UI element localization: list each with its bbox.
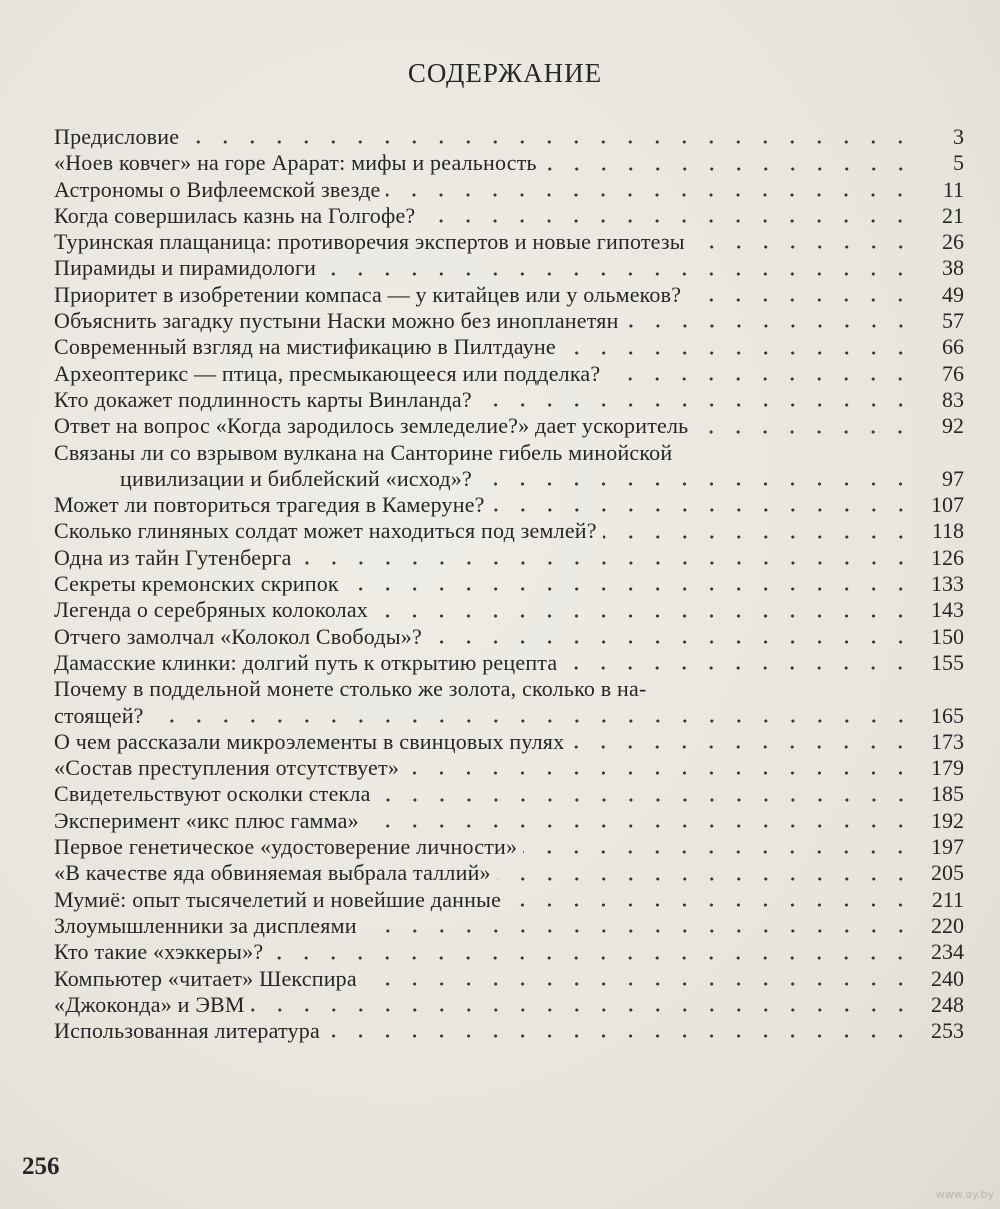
leader-dots xyxy=(150,719,914,723)
toc-entry xyxy=(54,1018,964,1044)
leader-dots xyxy=(691,245,914,249)
toc-entry-title: Мумиё: опыт тысячелетий и новейшие данные xyxy=(54,886,502,912)
toc-entry-page: 26 xyxy=(942,229,964,255)
toc-entry xyxy=(54,124,964,150)
leader-dots xyxy=(345,587,914,591)
toc-entry-page: 126 xyxy=(931,544,964,570)
table-of-contents xyxy=(54,124,964,1044)
leader-dots xyxy=(298,561,914,565)
toc-entry-page: 107 xyxy=(931,492,964,518)
toc-entry-page: 21 xyxy=(942,202,964,228)
leader-dots xyxy=(478,482,914,486)
toc-entry xyxy=(54,255,964,281)
toc-entry-page: 5 xyxy=(953,150,964,176)
toc-entry-page: 240 xyxy=(931,965,964,991)
toc-entry xyxy=(54,282,964,308)
leader-dots xyxy=(365,824,914,828)
leader-dots xyxy=(478,403,914,407)
toc-entry xyxy=(54,676,964,729)
toc-entry xyxy=(54,597,964,623)
toc-entry-title: Почему в поддельной монете столько же золота, сколько в на- xyxy=(54,676,647,702)
toc-entry xyxy=(54,229,964,255)
toc-entry-page: 150 xyxy=(931,623,964,649)
toc-entry-page: 220 xyxy=(931,912,964,938)
toc-entry-page: 234 xyxy=(931,939,964,965)
toc-entry-title: Археоптерикс — птица, пресмыкающееся или подделка? xyxy=(54,360,601,386)
toc-entry-page: 248 xyxy=(931,991,964,1017)
leader-dots xyxy=(374,614,914,618)
toc-entry-title: Связаны ли со взрывом вулкана на Санторине гибель минойской xyxy=(54,439,673,465)
leader-dots xyxy=(363,982,914,986)
toc-entry-title: Свидетельствуют осколки стекла xyxy=(54,781,371,807)
toc-entry-title: Сколько глиняных солдат может находиться под землей? xyxy=(54,518,597,544)
toc-entry-page: 97 xyxy=(942,465,964,491)
toc-entry xyxy=(54,887,964,913)
toc-entry-title: Дамасские клинки: долгий путь к открытию рецепта xyxy=(54,649,558,675)
leader-dots xyxy=(269,956,914,960)
toc-entry-page: 49 xyxy=(942,281,964,307)
leader-dots xyxy=(363,929,914,933)
toc-entry-title: Пирамиды и пирамидологи xyxy=(54,255,317,281)
toc-entry-title: Когда совершилась казнь на Голгофе? xyxy=(54,202,416,228)
toc-entry xyxy=(54,203,964,229)
toc-entry xyxy=(54,413,964,439)
leader-dots xyxy=(507,903,914,907)
toc-entry-page: 143 xyxy=(931,597,964,623)
toc-entry xyxy=(54,545,964,571)
leader-dots xyxy=(405,771,914,775)
toc-entry-title: Приоритет в изобретении компаса — у китайцев или у ольмеков? xyxy=(54,281,682,307)
toc-entry xyxy=(54,755,964,781)
toc-entry-page: 92 xyxy=(942,413,964,439)
page-title: СОДЕРЖАНИЕ xyxy=(407,58,603,88)
leader-dots xyxy=(625,324,914,328)
toc-entry-title: Может ли повториться трагедия в Камеруне? xyxy=(54,492,485,518)
toc-entry-page: 211 xyxy=(931,886,964,912)
toc-entry-title: Эксперимент «икс плюс гамма» xyxy=(54,807,359,833)
toc-entry-title: Легенда о серебряных колоколах xyxy=(54,597,368,623)
toc-entry-title: Отчего замолчал «Колокол Свободы»? xyxy=(54,623,422,649)
toc-entry-title: Туринская плащаница: противоречия экспертов и новые гипотезы xyxy=(54,229,685,255)
toc-entry-page: 197 xyxy=(931,834,964,860)
toc-entry xyxy=(54,966,964,992)
toc-entry xyxy=(54,860,964,886)
toc-entry-title: «В качестве яда обвиняемая выбрала таллий» xyxy=(54,860,491,886)
toc-entry-title: Современный взгляд на мистификацию в Пилтдауне xyxy=(54,334,556,360)
toc-entry-page: 205 xyxy=(931,860,964,886)
leader-dots xyxy=(386,193,914,197)
toc-entry xyxy=(54,834,964,860)
toc-entry-title: Предисловие xyxy=(54,124,180,149)
toc-entry-title: Использованная литература xyxy=(54,1018,320,1044)
toc-entry xyxy=(54,808,964,834)
toc-entry xyxy=(54,624,964,650)
leader-dots xyxy=(562,351,914,355)
toc-entry-page: 165 xyxy=(931,702,964,728)
toc-entry xyxy=(54,729,964,755)
toc-entry-page: 66 xyxy=(942,334,964,360)
toc-entry xyxy=(54,992,964,1018)
toc-entry xyxy=(54,939,964,965)
toc-entry xyxy=(54,781,964,807)
toc-entry xyxy=(54,518,964,544)
toc-entry-page: 173 xyxy=(931,728,964,754)
toc-entry-title: Злоумышленники за дисплеями xyxy=(54,912,357,938)
toc-entry-page: 185 xyxy=(931,781,964,807)
leader-dots xyxy=(603,535,914,539)
leader-dots xyxy=(497,877,914,881)
toc-entry-page: 253 xyxy=(931,1018,964,1044)
toc-entry-title: О чем рассказали микроэлементы в свинцовых пулях xyxy=(54,728,565,754)
leader-dots xyxy=(377,798,914,802)
toc-entry-page: 76 xyxy=(942,360,964,386)
toc-entry-title: Астрономы о Вифлеемской звезде xyxy=(54,176,381,202)
toc-entry-page: 133 xyxy=(931,571,964,597)
toc-entry xyxy=(54,650,964,676)
toc-entry-title-continued: стоящей? xyxy=(54,702,144,728)
toc-entry xyxy=(54,387,964,413)
leader-dots xyxy=(570,745,914,749)
toc-entry xyxy=(54,308,964,334)
toc-entry-page: 11 xyxy=(942,176,964,202)
toc-entry-title: «Состав преступления отсутствует» xyxy=(54,755,400,781)
toc-entry-title: Объяснить загадку пустыни Наски можно без инопланетян xyxy=(54,308,619,334)
leader-dots xyxy=(523,850,914,854)
toc-entry-page: 118 xyxy=(931,518,964,544)
toc-entry-page: 83 xyxy=(942,386,964,412)
leader-dots xyxy=(421,219,914,223)
toc-entry-title: Первое генетическое «удостоверение личности» xyxy=(54,834,518,860)
toc-entry xyxy=(54,440,964,493)
toc-entry-title: «Ноев ковчег» на горе Арарат: мифы и реальность xyxy=(54,150,537,176)
toc-entry xyxy=(54,334,964,360)
toc-entry-page: 179 xyxy=(931,755,964,781)
leader-dots xyxy=(491,508,914,512)
toc-entry-page: 38 xyxy=(942,255,964,281)
toc-entry-page: 3 xyxy=(953,124,964,149)
toc-entry-page: 192 xyxy=(931,807,964,833)
toc-entry xyxy=(54,361,964,387)
leader-dots xyxy=(687,298,914,302)
leader-dots xyxy=(694,430,914,434)
toc-entry xyxy=(54,177,964,203)
toc-entry-page: 57 xyxy=(942,308,964,334)
toc-entry-title: Кто докажет подлинность карты Винланда? xyxy=(54,386,472,412)
toc-entry-title: Одна из тайн Гутенберга xyxy=(54,544,292,570)
leader-dots xyxy=(543,167,914,171)
toc-entry xyxy=(54,571,964,597)
toc-entry-title: Ответ на вопрос «Когда зародилось земледелие?» дает ускоритель xyxy=(54,413,689,439)
toc-entry-title-continued: цивилизации и библейский «исход»? xyxy=(120,465,472,491)
toc-entry-title: Компьютер «читает» Шекспира xyxy=(54,965,357,991)
toc-entry xyxy=(54,150,964,176)
leader-dots xyxy=(251,1008,914,1012)
leader-dots xyxy=(326,1034,914,1038)
leader-dots xyxy=(185,140,914,144)
watermark: www.ay.by xyxy=(935,1188,994,1201)
leader-dots xyxy=(322,272,914,276)
toc-entry xyxy=(54,913,964,939)
leader-dots xyxy=(563,666,914,670)
leader-dots xyxy=(606,377,914,381)
toc-entry xyxy=(54,492,964,518)
toc-entry-page: 155 xyxy=(931,649,964,675)
toc-entry-title: Секреты кремонских скрипок xyxy=(54,571,339,597)
toc-entry-title: Кто такие «хэккеры»? xyxy=(54,939,264,965)
page-number: 256 xyxy=(22,1153,60,1180)
toc-entry-title: «Джоконда» и ЭВМ xyxy=(54,991,245,1017)
leader-dots xyxy=(428,640,914,644)
